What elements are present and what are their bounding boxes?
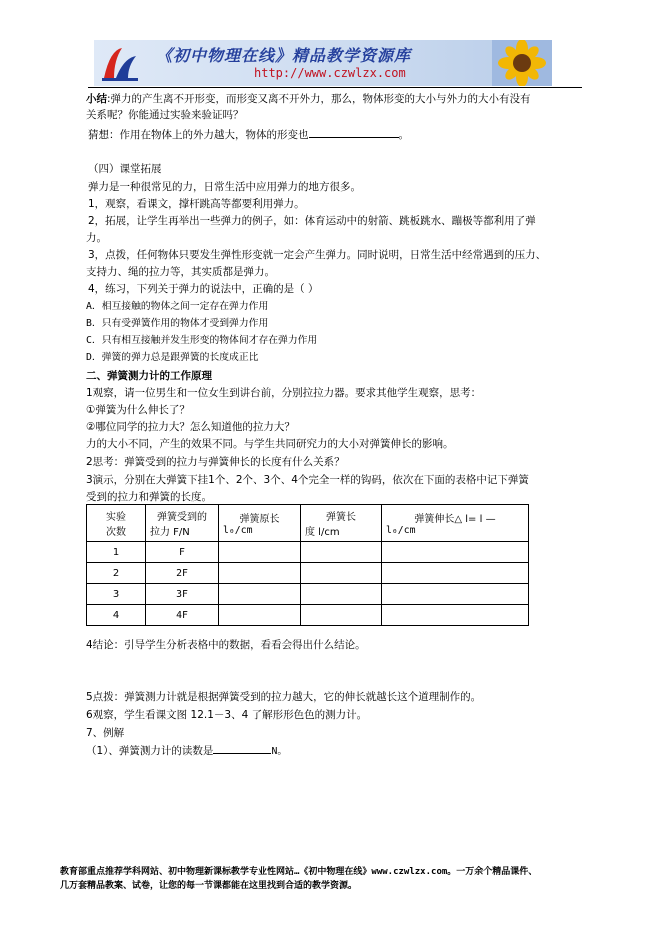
row-number: 3 xyxy=(87,584,146,605)
banner-title: 《初中物理在线》精品教学资源库 xyxy=(156,46,412,65)
empty-cell[interactable] xyxy=(301,542,382,563)
step-1: 1观察，请一位男生和一位女生到讲台前，分别拉拉力器。要求其他学生观察，思考： xyxy=(86,387,482,399)
row-number: 1 xyxy=(87,542,146,563)
step-3b: 受到的拉力和弹簧的长度。 xyxy=(86,491,212,503)
item-4: 4，练习，下列关于弹力的说法中，正确的是（ ） xyxy=(88,283,319,295)
question-1: ①弹簧为什么伸长了？ xyxy=(86,404,190,416)
step-7: 7、例解 xyxy=(86,727,125,739)
empty-cell[interactable] xyxy=(382,542,529,563)
para-elastic-force: 弹力是一种很常见的力，日常生活中应用弹力的地方很多。 xyxy=(88,181,361,193)
table-row xyxy=(87,563,529,584)
empty-cell[interactable] xyxy=(219,563,301,584)
empty-cell[interactable] xyxy=(301,605,382,626)
guess-text: 猜想：作用在物体上的外力越大，物体的形变也 xyxy=(88,129,309,141)
section-2-heading: 二、弹簧测力计的工作原理 xyxy=(86,370,212,382)
item-2a: 2，拓展，让学生再举出一些弹力的例子，如：体育运动中的射箭、跳板跳水、蹦极等都利用了弹 xyxy=(88,215,536,227)
header-original-length: 弹簧原长 l₀/cm xyxy=(219,505,301,542)
row-number: 4 xyxy=(87,605,146,626)
item-2b: 力。 xyxy=(86,232,107,244)
table-header-row xyxy=(87,505,529,542)
row-force: F xyxy=(146,542,219,563)
step-5: 5点拨：弹簧测力计就是根据弹簧受到的拉力越大，它的伸长就越长这个道理制作的。 xyxy=(86,691,482,703)
sunflower-icon xyxy=(492,40,552,86)
option-a: A．相互接触的物体之间一定存在弹力作用 xyxy=(86,301,269,312)
section-4-heading: （四）课堂拓展 xyxy=(88,163,162,175)
step-6: 6观察，学生看课文图 12.1－3、4 了解形形色色的测力计。 xyxy=(86,709,368,721)
header-banner xyxy=(94,40,552,86)
summary-line-1 xyxy=(86,92,531,106)
option-b: B．只有受弹簧作用的物体才受到弹力作用 xyxy=(86,318,269,329)
item-1: 1，观察，看课文，撑杆跳高等都要利用弹力。 xyxy=(88,198,305,210)
data-table xyxy=(86,504,529,626)
table-row xyxy=(87,542,529,563)
empty-cell[interactable] xyxy=(382,584,529,605)
summary-text-1: :弹力的产生离不开形变，而形变又离不开外力，那么，物体形变的大小与外力的大小有没有 xyxy=(107,93,531,105)
answer-blank[interactable] xyxy=(309,127,399,138)
example-1-text: （1）、弹簧测力计的读数是 xyxy=(86,745,214,757)
empty-cell[interactable] xyxy=(382,605,529,626)
empty-cell[interactable] xyxy=(219,542,301,563)
header-rule xyxy=(88,87,582,88)
step-3a: 3演示，分别在大弹簧下挂1个、2个、3个、4个完全一样的钩码，依次在下面的表格中记下弹簧 xyxy=(86,474,529,486)
item-3b: 支持力、绳的拉力等，其实质都是弹力。 xyxy=(86,266,275,278)
summary-line-2: 关系呢？你能通过实验来验证吗？ xyxy=(86,109,244,121)
footer xyxy=(60,865,537,893)
guess-end: 。 xyxy=(398,129,409,141)
empty-cell[interactable] xyxy=(219,584,301,605)
option-d: D．弹簧的弹力总是跟弹簧的长度成正比 xyxy=(86,352,259,363)
reading-blank[interactable] xyxy=(213,743,271,754)
example-1 xyxy=(86,743,287,759)
footer-line-1: 教育部重点推荐学科网站、初中物理新课标教学专业性网站…《初中物理在线》www.czwlzx.com。一万余个精品课件、 xyxy=(60,867,538,877)
footer-line-2: 几万套精品教案、试卷，让您的每一节课都能在这里找到合适的教学资源。 xyxy=(60,881,358,891)
guess-line xyxy=(88,127,409,142)
row-force: 3F xyxy=(146,584,219,605)
row-number: 2 xyxy=(87,563,146,584)
item-3a: 3，点拨，任何物体只要发生弹性形变就一定会产生弹力。同时说明，日常生活中经常遇到的压力、 xyxy=(88,249,547,261)
banner-url[interactable]: http://www.czwlzx.com xyxy=(254,66,406,80)
empty-cell[interactable] xyxy=(301,584,382,605)
empty-cell[interactable] xyxy=(219,605,301,626)
table-row xyxy=(87,584,529,605)
summary-label: 小结 xyxy=(86,93,107,105)
step-2: 2思考：弹簧受到的拉力与弹簧伸长的长度有什么关系？ xyxy=(86,456,345,468)
example-1-unit: N。 xyxy=(271,746,288,757)
step-1-note: 力的大小不同，产生的效果不同。与学生共同研究力的大小对弹簧伸长的影响。 xyxy=(86,438,454,450)
header-extension: 弹簧伸长△ l= l — l₀/cm xyxy=(382,505,529,542)
header-force: 弹簧受到的 拉力 F/N xyxy=(146,505,219,542)
site-logo-icon xyxy=(100,44,140,82)
row-force: 4F xyxy=(146,605,219,626)
step-4: 4结论：引导学生分析表格中的数据，看看会得出什么结论。 xyxy=(86,639,366,651)
row-force: 2F xyxy=(146,563,219,584)
empty-cell[interactable] xyxy=(382,563,529,584)
header-length: 弹簧长 度 l/cm xyxy=(301,505,382,542)
table-row xyxy=(87,605,529,626)
empty-cell[interactable] xyxy=(301,563,382,584)
option-c: C．只有相互接触并发生形变的物体间才存在弹力作用 xyxy=(86,335,318,346)
question-2: ②哪位同学的拉力大？怎么知道他的拉力大？ xyxy=(86,421,295,433)
header-trial: 实验 次数 xyxy=(87,505,146,542)
